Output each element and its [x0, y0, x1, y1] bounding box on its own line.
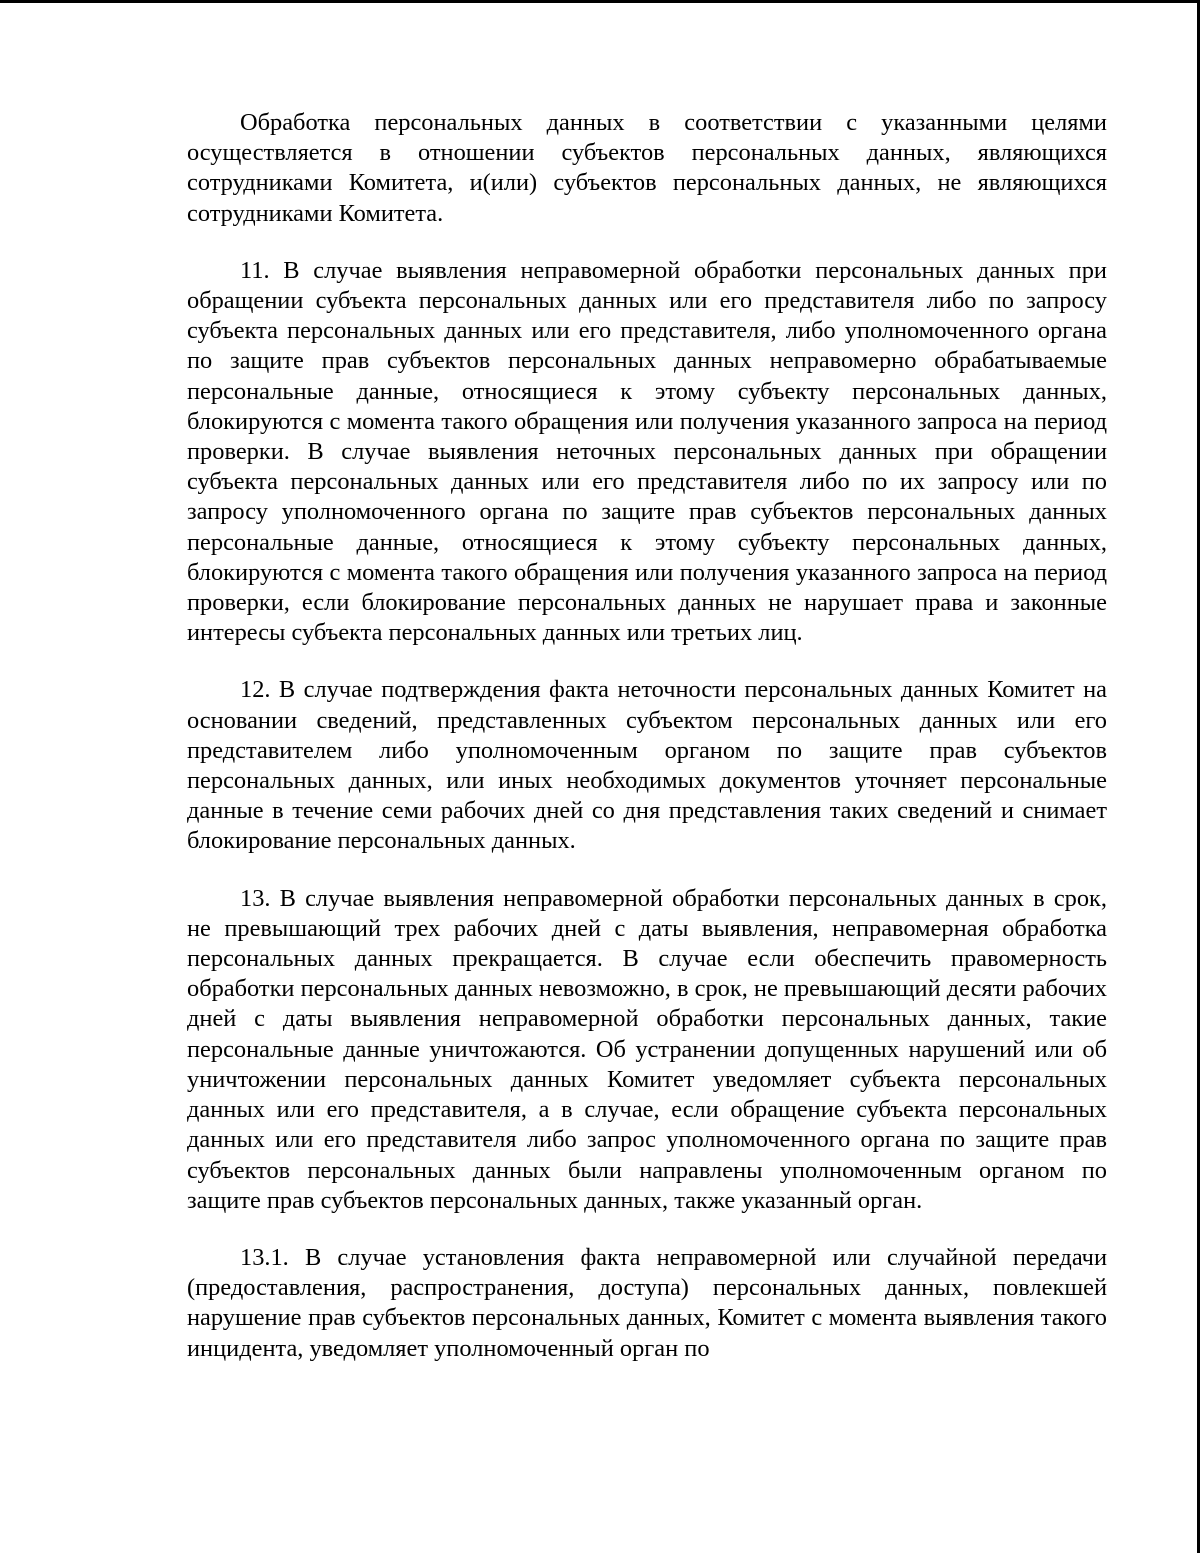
paragraph-12-correction: 12. В случае подтверждения факта неточности персональных данных Комитет на основании сведений, представленных субъектом персональных данных или его представителем либо уполномоченным органом по защите прав субъектов персональных данных, или иных необходимых документов уточняет персональные данные в течение семи рабочих дней со дня представления таких сведений и снимает блокирование персональных данных.: [187, 676, 1107, 855]
paragraph-13-1-incident: 13.1. В случае установления факта неправомерной или случайной передачи (предоставления, распространения, доступа) персональных данных, повлекшей нарушение прав субъектов персональных данных, Комитет с момента выявления такого инцидента, уведомляет уполномоченный орган по: [187, 1243, 1107, 1362]
paragraph-11-blocking: 11. В случае выявления неправомерной обработки персональных данных при обращении субъекта персональных данных или его представителя либо по запросу субъекта персональных данных или его представителя, либо уполномоченного органа по защите прав субъектов персональных данных неправомерно обрабатываемые персональные данные, относящиеся к этому субъекту персональных данных, блокируются с момента такого обращения или получения указанного запроса на период проверки. В случае выявления неточных персональных данных при обращении субъекта персональных данных или его представителя либо по их запросу или по запросу уполномоченного органа по защите прав субъектов персональных данных персональные данные, относящиеся к этому субъекту персональных данных, блокируются с момента такого обращения или получения указанного запроса на период проверки, если блокирование персональных данных не нарушает права и законные интересы субъекта персональных данных или третьих лиц.: [187, 256, 1107, 647]
document-body: [187, 108, 1107, 1391]
paragraph-processing-subjects: Обработка персональных данных в соответствии с указанными целями осуществляется в отношении субъектов персональных данных, являющихся сотрудниками Комитета, и(или) субъектов персональных данных, не являющихся сотрудниками Комитета.: [187, 109, 1107, 227]
paragraph-13-termination: 13. В случае выявления неправомерной обработки персональных данных в срок, не превышающий трех рабочих дней с даты выявления, неправомерная обработка персональных данных прекращается. В случае если обеспечить правомерность обработки персональных данных невозможно, в срок, не превышающий десяти рабочих дней с даты выявления неправомерной обработки персональных данных, такие персональные данные уничтожаются. Об устранении допущенных нарушений или об уничтожении персональных данных Комитет уведомляет субъекта персональных данных или его представителя, а в случае, если обращение субъекта персональных данных или его представителя либо запрос уполномоченного органа по защите прав субъектов персональных данных были направлены уполномоченным органом по защите прав субъектов персональных данных, также указанный орган.: [187, 884, 1107, 1214]
scan-edge-top: [0, 0, 1200, 3]
